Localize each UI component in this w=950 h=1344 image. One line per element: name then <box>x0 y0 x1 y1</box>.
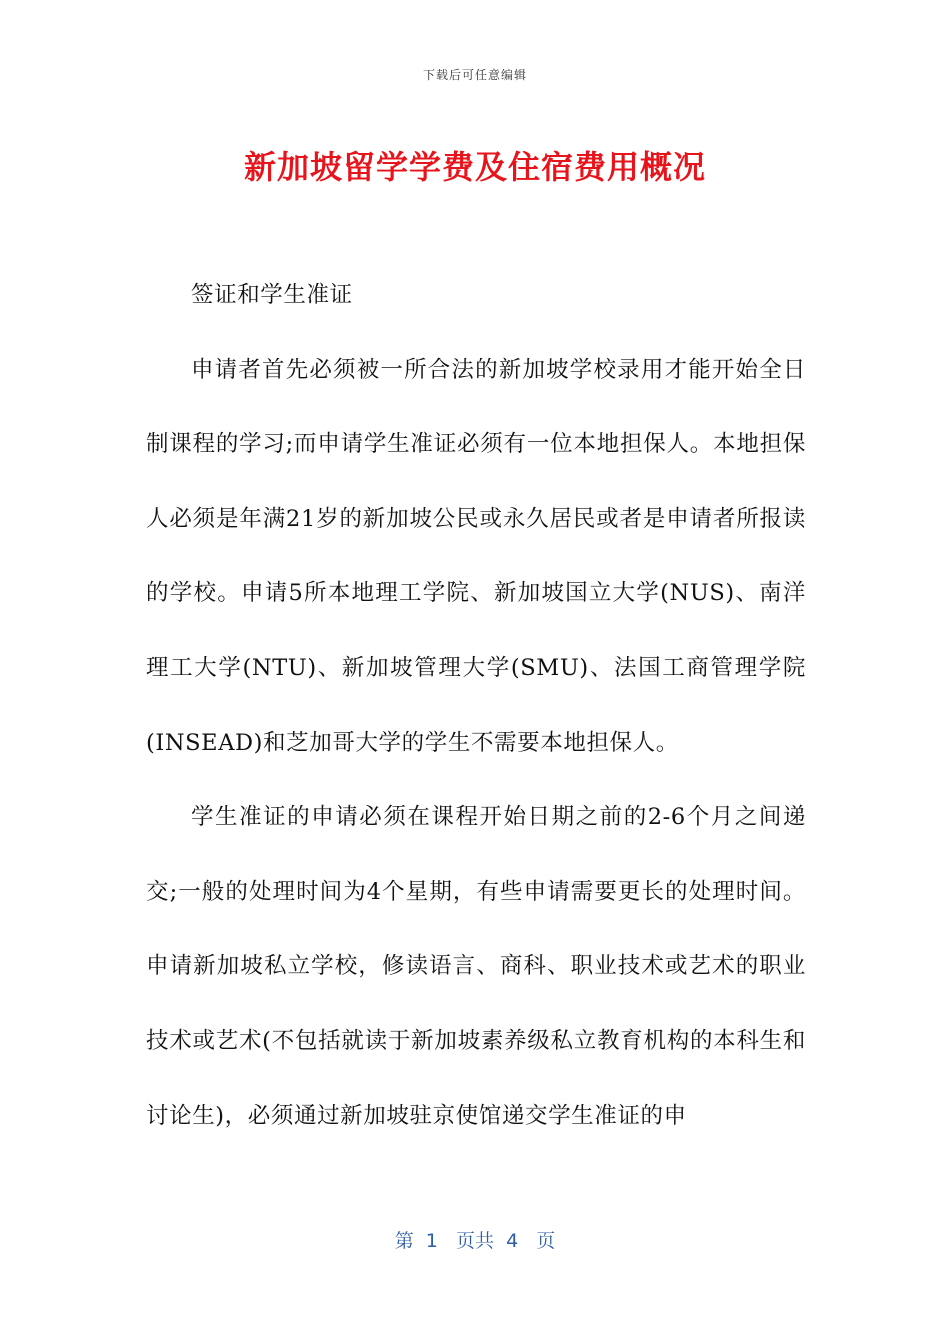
document-title: 新加坡留学学费及住宿费用概况 <box>243 148 706 186</box>
section-heading: 签证和学生准证 <box>191 282 353 308</box>
page-number: 第 1 页共 4 页 <box>394 1230 556 1252</box>
paragraph: 学生准证的申请必须在课程开始日期之前的2-6个月之间递交;一般的处理时间为4个星期，有些申请需要更长的处理时间。申请新加坡私立学校，修读语言、商科、职业技术或艺术的职业技术或艺术(不包括就读于新加坡素养级私立教育机构的本科生和讨论生)，必须通过新加坡驻京使馆递交学生准证的申 <box>146 804 806 1129</box>
header-note: 下载后可任意编辑 <box>422 68 527 82</box>
document-body <box>146 258 806 1153</box>
paragraph: 申请者首先必须被一所合法的新加坡学校录用才能开始全日制课程的学习;而申请学生准证必须有一位本地担保人。本地担保人必须是年满21岁的新加坡公民或永久居民或者是申请者所报读的学校。申请5所本地理工学院、新加坡国立大学(NUS)、南洋理工大学(NTU)、新加坡管理大学(SMU)、法国工商管理学院(INSEAD)和芝加哥大学的学生不需要本地担保人。 <box>146 356 806 756</box>
